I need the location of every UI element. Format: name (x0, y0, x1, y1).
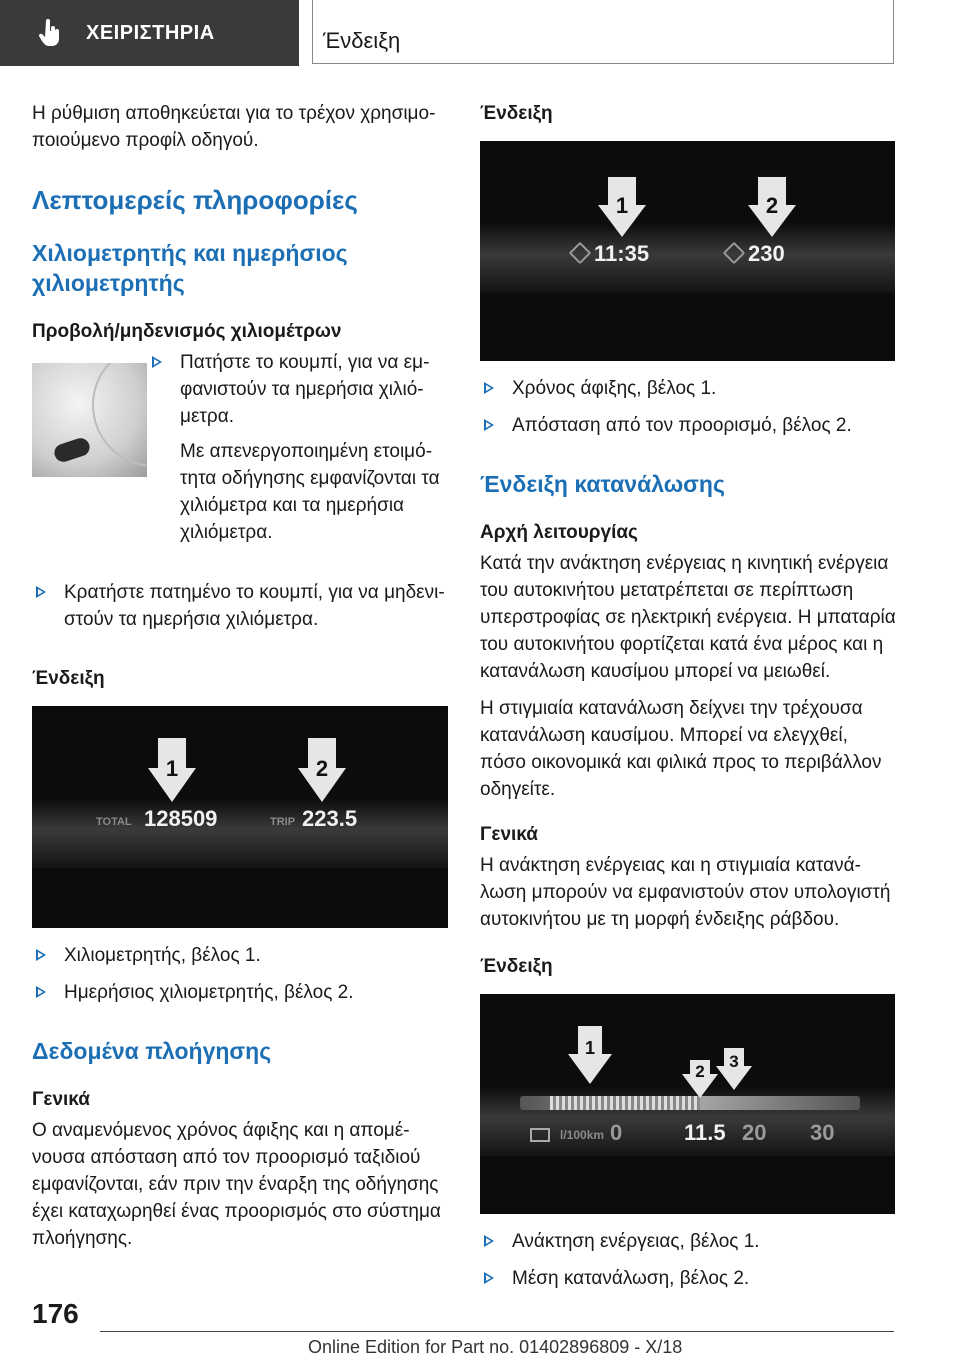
heading-details: Λεπτομερείς πληροφορίες (32, 185, 358, 215)
chapter-title: Ένδειξη (312, 0, 894, 64)
total-value: 128509 (144, 806, 218, 831)
instant-consumption-text: Η στιγμιαία κατανάλωση δείχνει την τρέχουσα κατανάλωση καυσίμου. Μπορεί να ελεγχθεί, πόσο οικονομικά και φιλικά προς το περιβάλλον οδηγείτε. (480, 698, 882, 800)
heading-display: Ένδειξη (480, 956, 553, 977)
distance-value: 230 (748, 241, 785, 266)
total-label: TOTAL (96, 816, 132, 828)
heading-display: Ένδειξη (480, 103, 553, 124)
principle-text: Κατά την ανάκτηση ενέργειας η κινητική ενέργεια του αυτοκινήτου μετατρέπεται σε περίπτωση υπερστροφίας σε ηλεκτρική ενέργεια. Η μπαταρία του αυτοκινήτου φορτίζεται κατά ένα μέρος και η κατανάλωση καυσίμου μπορεί να μειωθεί. (480, 553, 896, 682)
arrival-time-value: 11:35 (594, 241, 650, 266)
list-item: Απόσταση από τον προορισμό, βέλος 2. (480, 412, 896, 439)
trip-label: TRIP (270, 816, 296, 828)
intro-text: Η ρύθμιση αποθηκεύεται για το τρέχον χρησιμοποιούμενο προφίλ οδηγού. (32, 103, 436, 151)
note-text: Με απενεργοποιημένη ετοιμότητα οδήγησης εμφανίζονται τα χιλιόμετρα και τα ημερήσια χιλιόμετρα. (180, 441, 440, 543)
left-column (32, 100, 448, 1252)
bullet-triangle-icon (36, 586, 46, 598)
general-text: Η ανάκτηση ενέργειας και η στιγμιαία κατανάλωση μπορούν να εμφανιστούν στον υπολογιστή αυτοκινήτου με τη μορφή ένδειξης ράβδου. (480, 855, 891, 930)
heading-navigation: Δεδομένα πλοήγησης (32, 1038, 272, 1064)
bullet-triangle-icon (484, 1272, 494, 1284)
footer-divider (100, 1331, 894, 1332)
section-title: ΧΕΙΡΙΣΤΗΡΙΑ (86, 21, 215, 44)
list-item: Κρατήστε πατημένο το κουμπί, για να μηδενιστούν τα ημερήσια χιλιόμετρα. (32, 579, 448, 633)
list-item: Χρόνος άφιξης, βέλος 1. (480, 375, 896, 402)
page-number: 176 (32, 1298, 79, 1329)
scale-20: 20 (742, 1120, 767, 1145)
heading-general: Γενικά (32, 1089, 90, 1110)
average-consumption-value: 11.5 (684, 1120, 726, 1145)
heading-view-reset: Προβολή/μηδενισμός χιλιομέτρων (32, 321, 342, 342)
edition-text: Online Edition for Part no. 01402896809 - X/18 (308, 1337, 683, 1357)
heading-odometer: Χιλιομετρητής και ημερήσιος χιλιομετρητής (32, 240, 348, 296)
bullet-triangle-icon (36, 986, 46, 998)
trip-value: 223.5 (302, 806, 358, 831)
hand-pointer-icon (36, 18, 66, 48)
battery-icon (530, 1128, 550, 1142)
heading-general: Γενικά (480, 824, 538, 845)
list-item: Πατήστε το κουμπί, για να εμφανιστούν τα ημερήσια χιλιόμετρα. (148, 349, 448, 430)
consumption-display-image: 1 2 3 l/100km 0 11.5 20 30 (480, 994, 895, 1214)
bullet-triangle-icon (36, 949, 46, 961)
unit-label: l/100km (560, 1128, 605, 1142)
header-section-tab (0, 0, 299, 66)
button-section (32, 349, 448, 569)
reset-button-photo (32, 363, 147, 477)
heading-display: Ένδειξη (32, 668, 105, 689)
navigation-display-image: 1 2 11:35 230 (480, 141, 895, 361)
bullet-triangle-icon (484, 419, 494, 431)
list-item: Μέση κατανάλωση, βέλος 2. (480, 1265, 896, 1292)
heading-consumption: Ένδειξη κατανάλωσης (480, 471, 725, 497)
bullet-triangle-icon (484, 382, 494, 394)
odometer-display-image: 1 2 TOTAL 128509 TRIP 223.5 (32, 706, 448, 928)
scale-30: 30 (810, 1120, 835, 1145)
navigation-text: Ο αναμενόμενος χρόνος άφιξης και η απομένουσα απόσταση από τον προορισμό ταξιδιού εμφανίζονται, εάν πριν την έναρξη της οδήγησης έχει καταχωρηθεί ένας προορισμός στο σύστημα πλοήγησης. (32, 1120, 441, 1249)
bullet-triangle-icon (484, 1235, 494, 1247)
bullet-triangle-icon (152, 356, 162, 368)
scale-0: 0 (610, 1120, 623, 1145)
right-column (480, 100, 896, 1292)
heading-principle: Αρχή λειτουργίας (480, 522, 638, 543)
list-item: Ημερήσιος χιλιομετρητής, βέλος 2. (32, 979, 448, 1006)
list-item: Ανάκτηση ενέργειας, βέλος 1. (480, 1228, 896, 1255)
recuperation-bar (550, 1096, 700, 1110)
list-item: Χιλιομετρητής, βέλος 1. (32, 942, 448, 969)
